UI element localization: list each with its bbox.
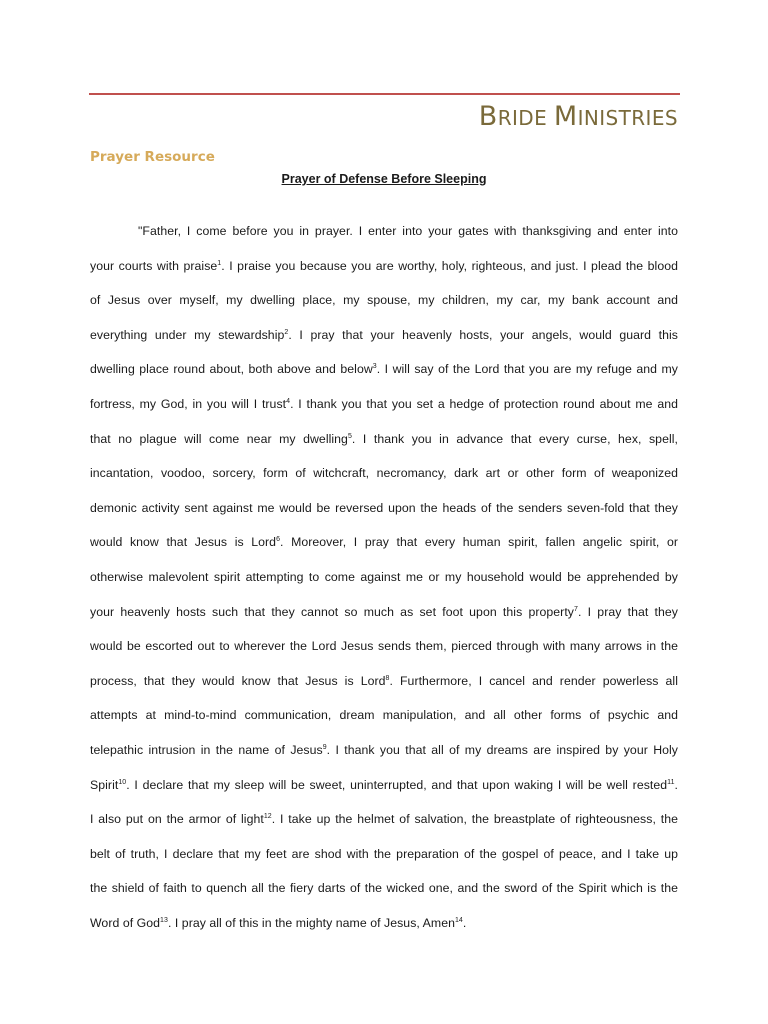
footnote-marker: 14 — [454, 916, 463, 924]
body-text: . I praise you because you are worthy, holy, righteous, and just. I plead the blood — [221, 258, 678, 273]
footnote-marker: 11 — [667, 778, 675, 786]
footnote-marker: 10 — [118, 778, 127, 786]
body-text: . I will say of the Lord that you are my refuge and my — [376, 362, 678, 377]
body-text: . I pray that they — [577, 604, 679, 619]
body-text: . I take up the helmet of salvation, the breastplate of righteousness, the — [271, 812, 678, 827]
body-text: otherwise malevolent spirit attempting to come against me or my household would be apprehended by — [90, 569, 678, 584]
brand-word-1: RIDE — [497, 106, 554, 130]
body-text: of Jesus over myself, my dwelling place, my spouse, my children, my car, my bank account and — [90, 293, 678, 308]
footnote-marker: 8 — [385, 674, 390, 682]
body-line — [90, 906, 678, 941]
body-line — [90, 629, 678, 664]
body-line — [90, 837, 678, 872]
footnote-marker: 4 — [286, 397, 291, 405]
footnote-marker: 7 — [574, 605, 578, 613]
body-line — [90, 387, 678, 422]
footnote-marker: 6 — [276, 536, 281, 544]
footnote-marker: 13 — [160, 916, 168, 924]
footnote-marker: 3 — [372, 363, 377, 371]
body-line — [90, 283, 678, 318]
body-text: that no plague will come near my dwelling — [90, 431, 348, 446]
section-label: Prayer Resource — [90, 149, 215, 165]
prayer-body — [90, 214, 678, 940]
body-line — [90, 733, 678, 768]
body-line — [90, 249, 678, 284]
body-text: telepathic intrusion in the name of Jesus — [90, 742, 323, 757]
body-line — [90, 491, 678, 526]
brand-word-2: INISTRIES — [577, 106, 678, 130]
body-line — [90, 456, 678, 491]
body-line — [90, 214, 678, 249]
body-text: . I pray all of this in the mighty name of Jesus, Amen — [167, 915, 455, 930]
body-text: . — [674, 777, 678, 792]
body-line — [90, 525, 678, 560]
body-text: belt of truth, I declare that my feet are shod with the preparation of the gospel of peace, and I take up — [90, 846, 678, 861]
body-text: incantation, voodoo, sorcery, form of witchcraft, necromancy, dark art or other form of weaponized — [90, 466, 678, 481]
body-text: . Furthermore, I cancel and render powerless all — [389, 673, 678, 688]
body-text: . Moreover, I pray that every human spirit, fallen angelic spirit, or — [280, 535, 678, 550]
body-text: would be escorted out to wherever the Lord Jesus sends them, pierced through with many arrows in the — [90, 639, 678, 654]
body-line — [90, 698, 678, 733]
body-text: would know that Jesus is Lord — [90, 535, 277, 550]
body-text: "Father, I come before you in prayer. I enter into your gates with thanksgiving and enter into — [138, 224, 678, 238]
footnote-marker: 1 — [217, 259, 222, 267]
body-line — [90, 560, 678, 595]
body-text: your heavenly hosts such that they cannot so much as set foot upon this property — [90, 604, 574, 619]
brand-initial-b: B — [478, 101, 498, 132]
body-text: attempts at mind-to-mind communication, dream manipulation, and all other forms of psychic and — [90, 708, 678, 723]
body-line — [90, 768, 678, 803]
body-line — [90, 595, 678, 630]
body-text: demonic activity sent against me would be reversed upon the heads of the senders seven-fold that they — [90, 500, 678, 515]
body-text: fortress, my God, in you will I trust — [90, 396, 287, 411]
body-text: I also put on the armor of light — [90, 812, 264, 827]
body-text: . I thank you in advance that every curse, hex, spell, — [351, 431, 678, 446]
body-text: . — [462, 915, 467, 930]
body-text: everything under my stewardship — [90, 327, 285, 342]
body-line — [90, 352, 678, 387]
body-text: . I declare that my sleep will be sweet, uninterrupted, and that upon waking I will be well rested — [126, 777, 668, 792]
body-line — [90, 318, 678, 353]
footnote-marker: 9 — [322, 743, 327, 751]
body-text: . I thank you that you set a hedge of protection round about me and — [290, 396, 678, 411]
body-text: your courts with praise — [90, 258, 218, 273]
footnote-marker: 5 — [347, 432, 352, 440]
brand-initial-m: M — [553, 101, 578, 132]
document-title: Prayer of Defense Before Sleeping — [281, 172, 487, 186]
body-line — [90, 871, 678, 906]
body-text: Word of God — [90, 915, 161, 930]
body-text: . I thank you that all of my dreams are inspired by your Holy — [326, 742, 678, 757]
body-text: dwelling place round about, both above and below — [90, 362, 373, 377]
body-text: process, that they would know that Jesus is Lord — [90, 673, 386, 688]
body-text: . I pray that your heavenly hosts, your angels, would guard this — [288, 327, 678, 342]
footnote-marker: 12 — [263, 813, 272, 820]
body-line — [90, 802, 678, 837]
header-rule — [89, 93, 680, 95]
body-text: the shield of faith to quench all the fiery darts of the wicked one, and the sword of the Spirit which is the — [90, 881, 678, 896]
brand-title — [479, 101, 678, 132]
body-line — [90, 422, 678, 457]
footnote-marker: 2 — [284, 328, 289, 336]
body-text: Spirit — [90, 777, 119, 792]
body-line — [90, 664, 678, 699]
